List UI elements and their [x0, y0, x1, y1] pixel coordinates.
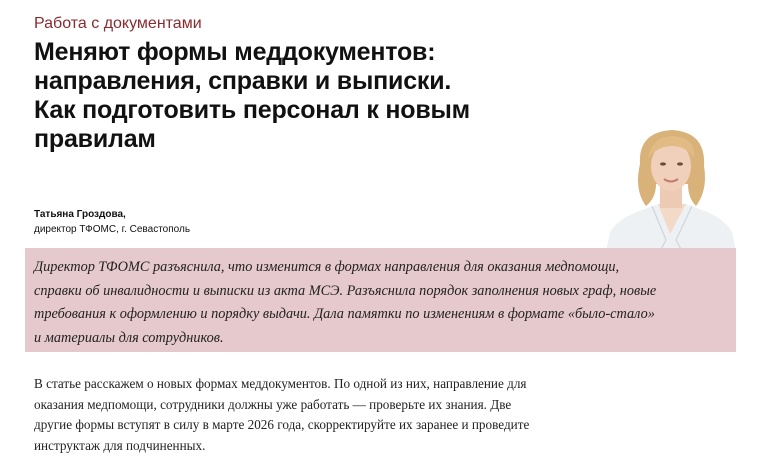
- title-line: Меняют формы меддокументов:: [34, 38, 436, 66]
- lead-box: [25, 248, 736, 352]
- rubric-label[interactable]: Работа с документами: [34, 15, 202, 32]
- author-photo: [600, 124, 740, 251]
- title-line: направления, справки и выписки.: [34, 67, 452, 95]
- lead-line: Директор ТФОМС разъяснила, что изменится в формах направления для оказания медпомощи,: [34, 259, 620, 275]
- body-line: другие формы вступят в силу в марте 2026 года, скорректируйте их заранее и проведите: [34, 417, 530, 432]
- article-body: [34, 374, 529, 456]
- lead-line: требования к оформлению и порядку выдачи. Дала памятки по изменениям в формате «было-стало»: [34, 306, 655, 322]
- body-line: В статье расскажем о новых формах меддокументов. По одной из них, направление для: [34, 376, 527, 391]
- lead-line: справки об инвалидности и выписки из акта МСЭ. Разъяснила порядок заполнения новых граф, новые: [34, 282, 657, 299]
- author-role: директор ТФОМС, г. Севастополь: [34, 224, 191, 235]
- body-line: инструктаж для подчиненных.: [34, 437, 206, 453]
- lead-line: и материалы для сотрудников.: [34, 329, 224, 346]
- author-name: Татьяна Гроздова,: [34, 209, 126, 220]
- article-title: [34, 38, 534, 154]
- author-byline: [34, 207, 190, 237]
- body-line: оказания медпомощи, сотрудники должны уже работать — проверьте их знания. Две: [34, 396, 512, 412]
- title-line: Как подготовить персонал к новым: [34, 96, 470, 124]
- title-line: правилам: [34, 125, 156, 153]
